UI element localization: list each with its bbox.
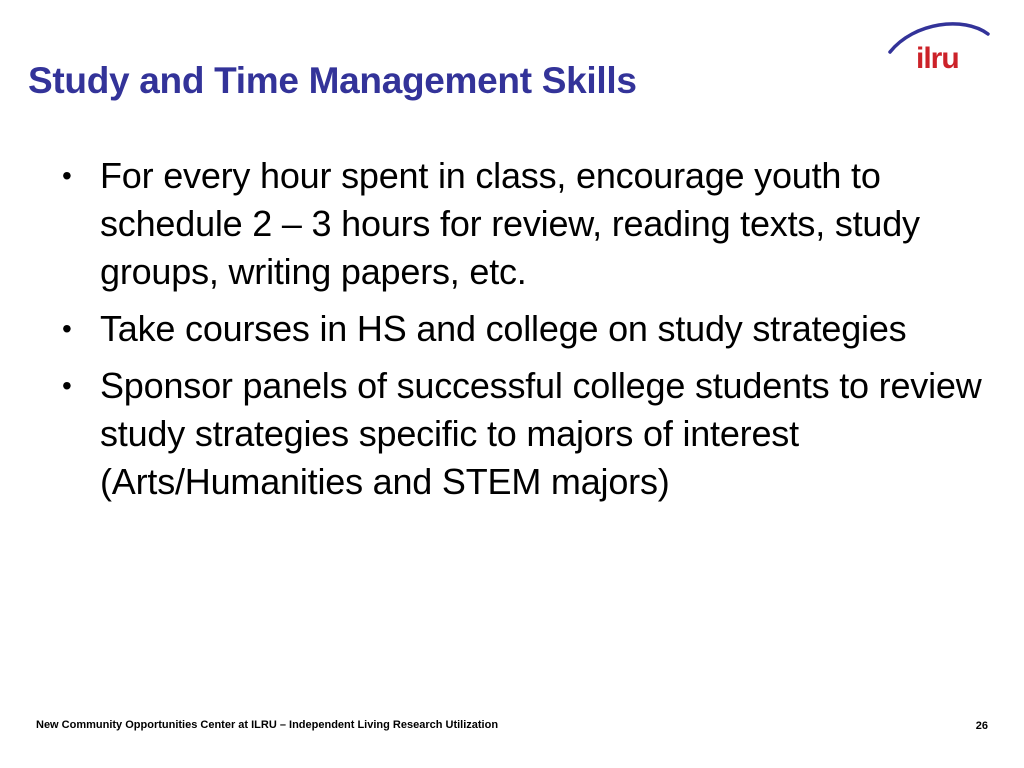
ilru-logo-icon: [884, 14, 996, 76]
bullet-item: [62, 362, 1012, 506]
footer-text: New Community Opportunities Center at ILRU – Independent Living Research Utilization: [36, 719, 499, 731]
bullet-icon: •: [62, 370, 72, 401]
bullet-text: Sponsor panels of successful college students to review study strategies specific to majors of interest (Arts/Humanities and STEM majors): [100, 365, 982, 502]
bullet-text: Take courses in HS and college on study strategies: [100, 308, 907, 349]
page-number: 26: [975, 720, 988, 732]
bullet-item: [62, 305, 1012, 353]
bullet-list: [62, 152, 1012, 515]
bullet-item: [62, 152, 1012, 296]
bullet-icon: •: [62, 160, 72, 191]
bullet-icon: •: [62, 313, 72, 344]
logo-text: ilru: [916, 42, 959, 75]
slide-title: Study and Time Management Skills: [28, 60, 637, 101]
bullet-text: For every hour spent in class, encourage youth to schedule 2 – 3 hours for review, reading texts, study groups, writing papers, etc.: [100, 155, 920, 292]
